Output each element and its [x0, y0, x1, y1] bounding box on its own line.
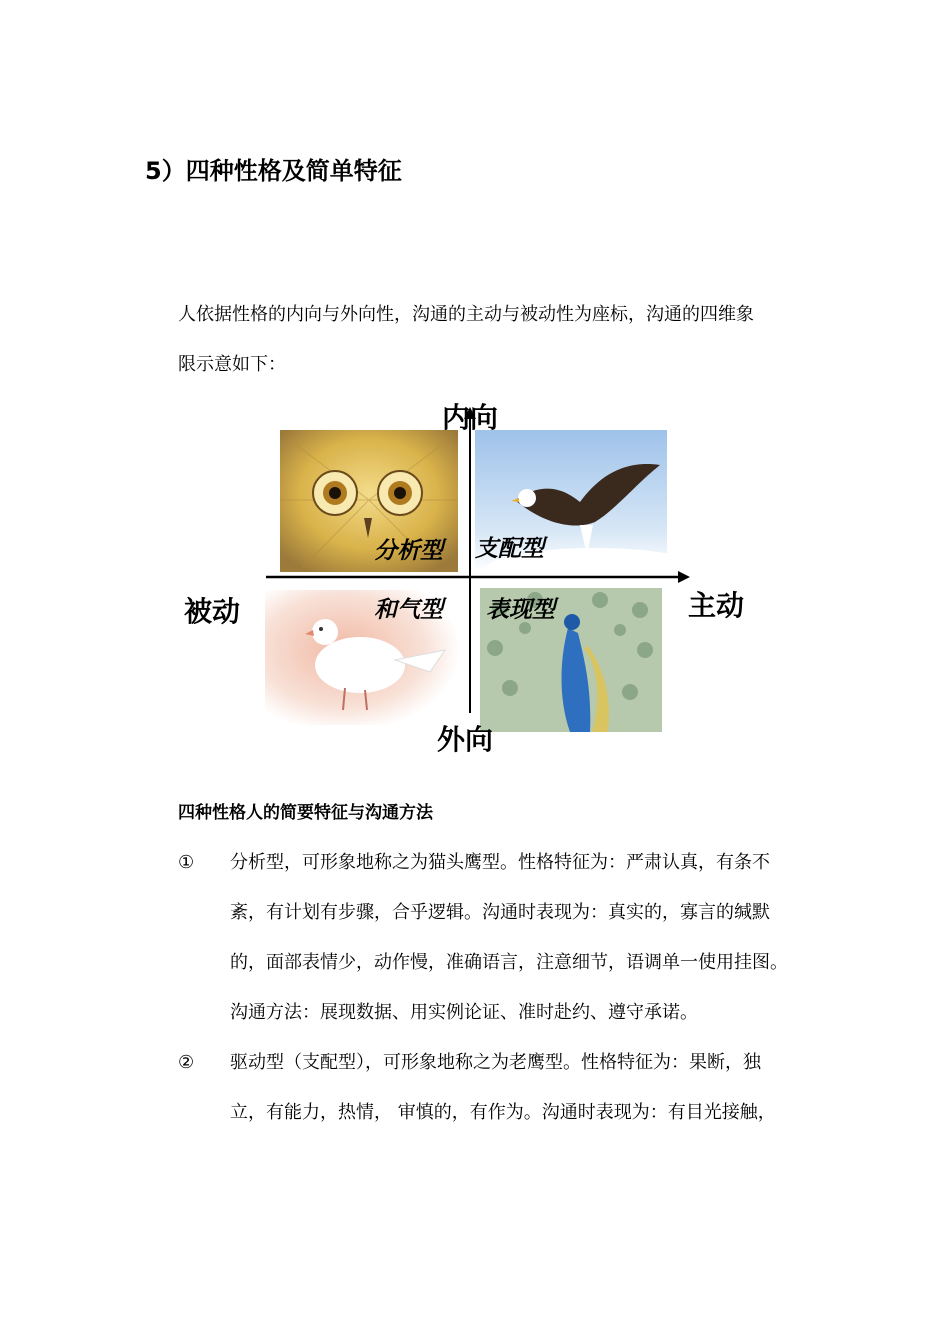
- axis-label-active: 主动: [688, 589, 745, 622]
- list-marker-1: ①: [178, 852, 195, 873]
- list-marker-2: ②: [178, 1052, 195, 1073]
- personality-quadrant-diagram: [170, 395, 745, 765]
- axis-label-passive: 被动: [184, 595, 241, 628]
- axis-label-introvert: 内向: [442, 401, 499, 434]
- list-item-2-line-2: 立，有能力，热情， 审慎的，有作为。沟通时表现为：有目光接触，: [230, 1102, 776, 1123]
- section-heading: 5）四种性格及简单特征: [145, 157, 402, 185]
- intro-line-2: 限示意如下：: [178, 354, 286, 375]
- list-item-1-line-1: 分析型，可形象地称之为猫头鹰型。性格特征为：严肃认真，有条不: [230, 852, 770, 873]
- axis-label-extrovert: 外向: [437, 723, 494, 756]
- intro-line-1: 人依据性格的内向与外向性，沟通的主动与被动性为座标，沟通的四维象: [178, 304, 754, 325]
- quadrant-label-amiable: 和气型: [374, 597, 443, 623]
- quadrant-label-dominant: 支配型: [475, 536, 544, 562]
- quadrant-label-expressive: 表现型: [486, 597, 555, 623]
- quadrant-label-analytical: 分析型: [374, 538, 443, 564]
- list-item-1-line-2: 紊，有计划有步骤，合乎逻辑。沟通时表现为：真实的，寡言的缄默: [230, 902, 770, 923]
- list-item-2-line-1: 驱动型（支配型），可形象地称之为老鹰型。性格特征为：果断，独: [230, 1052, 761, 1073]
- axes: [170, 395, 730, 765]
- list-item-1-line-3: 的，面部表情少，动作慢，准确语言，注意细节，语调单一使用挂图。: [230, 952, 788, 973]
- section-subheading: 四种性格人的简要特征与沟通方法: [178, 803, 433, 823]
- list-item-1-line-4: 沟通方法：展现数据、用实例论证、准时赴约、遵守承诺。: [230, 1002, 698, 1023]
